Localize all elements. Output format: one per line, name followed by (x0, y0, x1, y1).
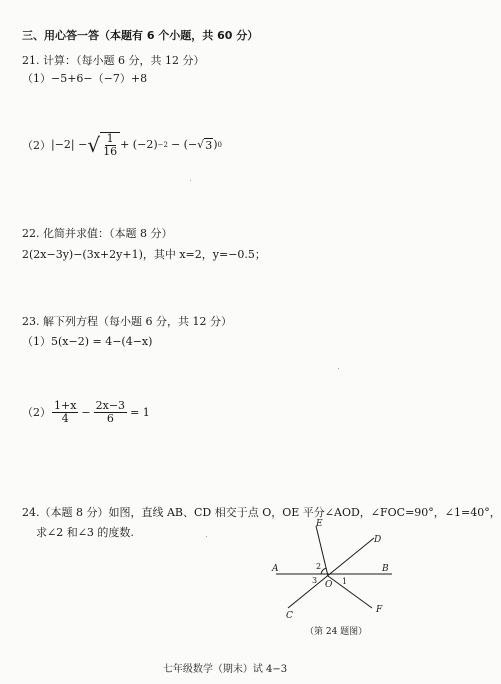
label-f: F (376, 605, 383, 615)
q24-line2: 求∠2 和∠3 的度数. (36, 526, 134, 539)
q21-part2-power: + (−2) (120, 138, 158, 152)
q23-frac2-num: 2x−3 (95, 399, 126, 412)
q21-part2-root-close: ) (213, 138, 218, 152)
q23-title: 23. 解下列方程（每小题 6 分，共 12 分） (22, 315, 232, 328)
angle-arc (321, 568, 327, 574)
radical-sign-icon: √ (87, 132, 101, 157)
page-footer: 七年级数学（期末）试 4−3 (162, 664, 288, 675)
q21-frac-den: 16 (103, 144, 118, 158)
label-angle-1: 1 (342, 577, 348, 586)
q21-title: 21. 计算：（每小题 6 分，共 12 分） (22, 54, 205, 67)
q23-part1-equation: 5(x−2) = 4−(4−x) (51, 335, 153, 348)
q21-power-exponent: −2 (157, 140, 168, 149)
q23-frac1-num: 1+x (54, 399, 77, 412)
q24-figure-caption: （第 24 题图） (305, 627, 368, 637)
q21-part2 (22, 132, 222, 157)
ray-of (328, 576, 372, 608)
q24-line1: 24.（本题 8 分）如图，直线 AB、CD 相交于点 O，OE 平分∠AOD，∠FOC=90°，∠1=40°， (22, 506, 501, 519)
label-angle-2: 2 (316, 562, 322, 571)
q21-part2-root-open: − (− (170, 138, 198, 152)
scan-speck (338, 368, 339, 369)
q21-zero-exponent: 0 (217, 140, 222, 149)
scan-speck (190, 180, 191, 181)
q23-part1-label: （1） (22, 335, 51, 348)
q21-frac-num: 1 (106, 132, 114, 145)
q23-fraction-2 (94, 400, 127, 424)
q21-part1-label: （1） (22, 72, 51, 85)
q24-figure (270, 518, 410, 634)
q23-fraction-1 (52, 400, 78, 424)
label-angle-3: 3 (312, 576, 318, 585)
q23-part2-label: （2） (22, 406, 51, 420)
q23-minus-sign: − (81, 405, 91, 419)
label-a: A (272, 564, 279, 574)
q23-frac1-den: 4 (61, 411, 69, 425)
q23-part1 (22, 333, 152, 349)
q21-part2-abs: |−2| − (51, 138, 88, 152)
q23-frac2-den: 6 (106, 411, 114, 425)
label-e: E (316, 519, 323, 529)
scan-speck (206, 536, 207, 537)
label-b: B (382, 564, 389, 574)
label-d: D (374, 535, 382, 545)
q21-part1 (22, 70, 147, 86)
label-c: C (286, 611, 293, 621)
q21-sqrt-fraction (87, 132, 120, 157)
q21-root-value: 3 (205, 138, 213, 152)
q23-rhs: = 1 (130, 405, 150, 419)
q21-part1-expr: −5+6−（−7）+8 (51, 72, 148, 85)
line-cd (288, 538, 374, 608)
q21-part2-label: （2） (22, 138, 51, 152)
q22-title: 22. 化简并求值：（本题 8 分） (22, 227, 173, 240)
angle-diagram (270, 518, 410, 630)
label-o: O (325, 580, 333, 590)
q22-expression: 2(2x−3y)−(3x+2y+1)，其中 x=2，y=−0.5； (22, 248, 266, 261)
section-title: 三、用心答一答（本题有 6 个小题，共 60 分） (22, 29, 259, 42)
radical-sign-icon: √ (197, 138, 205, 152)
q23-part2 (22, 400, 150, 424)
